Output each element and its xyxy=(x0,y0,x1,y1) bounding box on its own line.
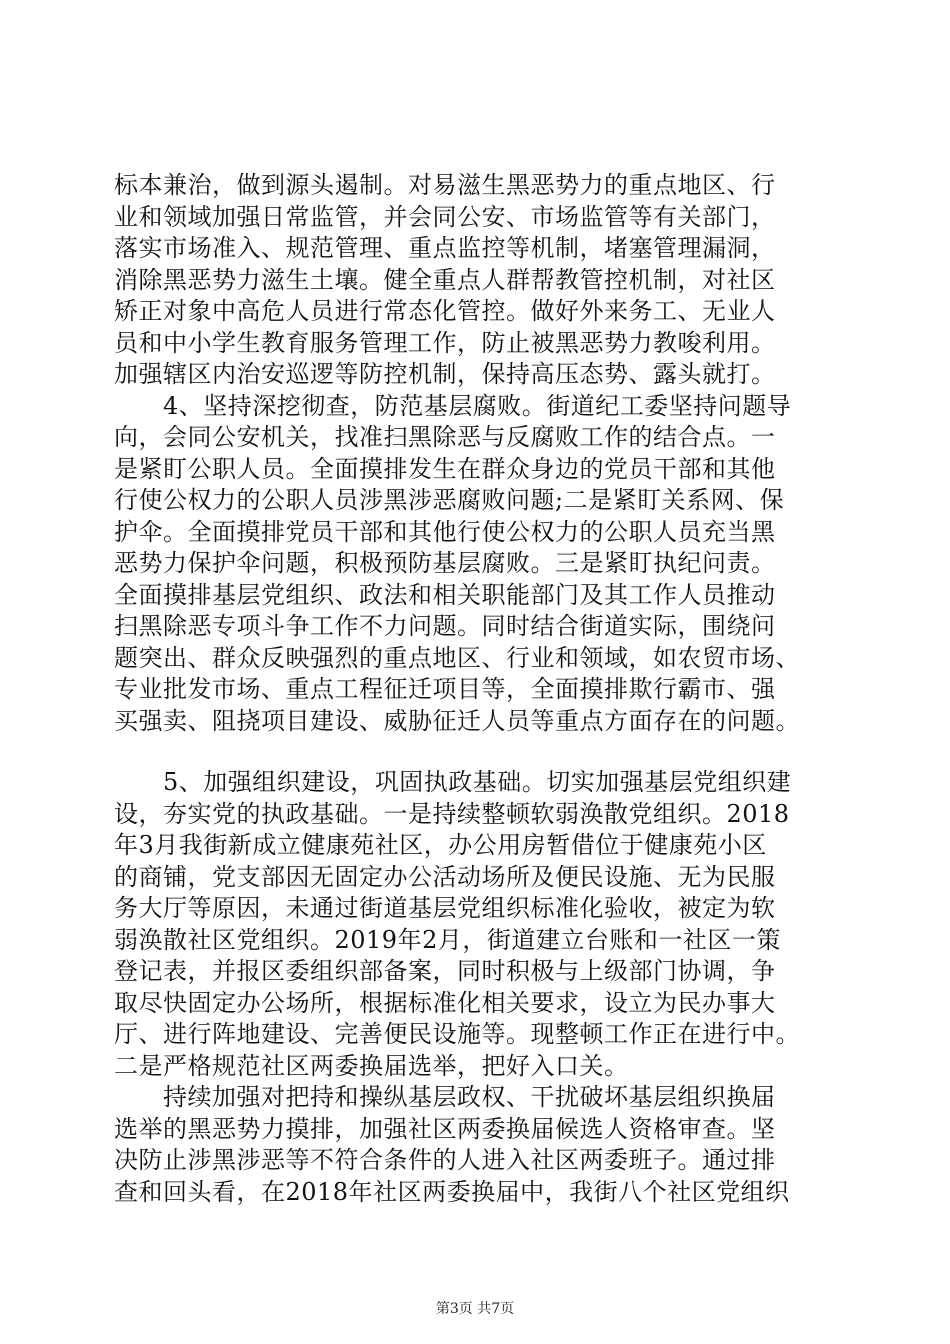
text-line: 年3月我街新成立健康苑社区，办公用房暂借位于健康苑小区 xyxy=(114,831,767,859)
document-body xyxy=(114,170,854,1208)
page-number-footer: 第3页 共7页 xyxy=(435,1301,515,1317)
text-line: 务大厅等原因，未通过街道基层党组织标准化验收，被定为软 xyxy=(114,894,776,922)
text-line: 登记表，并报区委组织部备案，同时积极与上级部门协调，争 xyxy=(114,957,776,985)
text-line: 扫黑除恶专项斗争工作不力问题。同时结合街道实际，围绕问 xyxy=(114,612,776,640)
text-line: 行使公权力的公职人员涉黑涉恶腐败问题;二是紧盯关系网、保 xyxy=(114,486,785,514)
text-line: 二是严格规范社区两委换届选举，把好入口关。 xyxy=(114,1051,629,1080)
text-line: 取尽快固定办公场所，根据标准化相关要求，设立为民办事大 xyxy=(114,988,776,1017)
text-line: 员和中小学生教育服务管理工作，防止被黑恶势力教唆利用。 xyxy=(114,328,776,357)
text-line: 落实市场准入、规范管理、重点监控等机制，堵塞管理漏洞， xyxy=(114,234,776,262)
text-line: 全面摸排基层党组织、政法和相关职能部门及其工作人员推动 xyxy=(114,580,776,609)
text-line: 加强辖区内治安巡逻等防控机制，保持高压态势、露头就打。 xyxy=(114,360,776,388)
text-line: 查和回头看，在2018年社区两委换届中，我街八个社区党组织 xyxy=(114,1177,790,1206)
text-line: 厅、进行阵地建设、完善便民设施等。现整顿工作正在进行中。 xyxy=(114,1020,800,1048)
text-line: 矫正对象中高危人员进行常态化管控。做好外来务工、无业人 xyxy=(114,297,776,325)
text-line: 消除黑恶势力滋生土壤。健全重点人群帮教管控机制，对社区 xyxy=(114,265,776,294)
paragraph xyxy=(114,170,854,391)
paragraph xyxy=(114,767,854,1082)
text-line: 4、坚持深挖彻查，防范基层腐败。街道纪工委坚持问题导 xyxy=(114,391,792,420)
text-line: 是紧盯公职人员。全面摸排发生在群众身边的党员干部和其他 xyxy=(114,454,776,483)
text-line: 持续加强对把持和操纵基层政权、干扰破坏基层组织换届 xyxy=(114,1083,776,1111)
text-line: 标本兼治，做到源头遏制。对易滋生黑恶势力的重点地区、行 xyxy=(114,171,776,199)
paragraph-gap xyxy=(114,737,854,767)
paragraph xyxy=(114,1082,854,1208)
text-line: 决防止涉黑涉恶等不符合条件的人进入社区两委班子。通过排 xyxy=(114,1146,776,1174)
text-line: 选举的黑恶势力摸排，加强社区两委换届候选人资格审查。坚 xyxy=(114,1114,776,1143)
text-line: 护伞。全面摸排党员干部和其他行使公权力的公职人员充当黑 xyxy=(114,517,776,546)
text-line: 题突出、群众反映强烈的重点地区、行业和领域，如农贸市场、 xyxy=(114,643,800,672)
text-line: 买强卖、阻挠项目建设、威胁征迁人员等重点方面存在的问题。 xyxy=(114,706,800,735)
text-line: 5、加强组织建设，巩固执政基础。切实加强基层党组织建 xyxy=(114,768,792,796)
text-line: 向，会同公安机关，找准扫黑除恶与反腐败工作的结合点。一 xyxy=(114,423,776,451)
text-line: 恶势力保护伞问题，积极预防基层腐败。三是紧盯执纪问责。 xyxy=(114,549,776,577)
text-line: 设，夯实党的执政基础。一是持续整顿软弱涣散党组织。2018 xyxy=(114,799,790,828)
paragraph xyxy=(114,391,854,738)
text-line: 业和领域加强日常监管，并会同公安、市场监管等有关部门， xyxy=(114,202,776,231)
text-line: 弱涣散社区党组织。2019年2月，街道建立台账和一社区一策 xyxy=(114,925,781,954)
text-line: 的商铺，党支部因无固定办公活动场所及便民设施、无为民服 xyxy=(114,862,776,891)
text-line: 专业批发市场、重点工程征迁项目等，全面摸排欺行霸市、强 xyxy=(114,675,776,703)
